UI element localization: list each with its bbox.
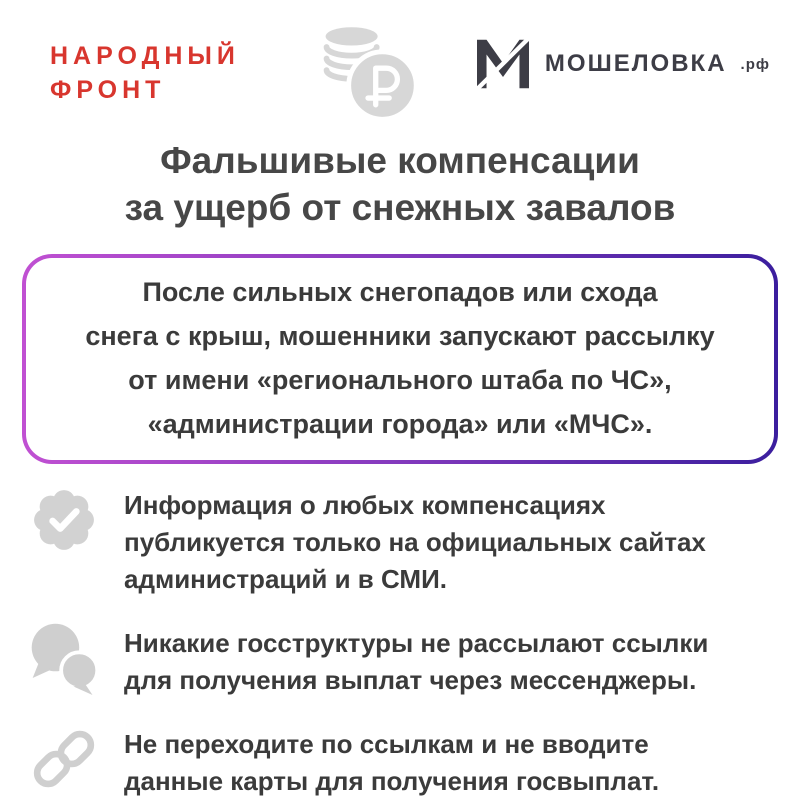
tip-text [124, 721, 659, 800]
tip-text [124, 620, 708, 699]
tip-line: для получения выплат через мессенджеры. [124, 664, 697, 695]
header [0, 0, 800, 124]
moshelovka-logo [463, 20, 770, 90]
warning-box-text [26, 258, 774, 460]
tip-line: данные карты для получения госвыплат. [124, 765, 660, 796]
moshelovka-wordmark: МОШЕЛОВКА [544, 50, 727, 77]
page-title-line2: за ущерб от снежных завалов [124, 186, 676, 228]
warning-line: снега с крыш, мошенники запускают рассылку [85, 320, 715, 351]
tip-text [124, 482, 706, 598]
narodny-front-line1: НАРОДНЫЙ [50, 42, 240, 70]
warning-line: от имени «регионального штаба по ЧС», [128, 364, 672, 395]
ruble-coins-icon [315, 20, 421, 126]
chat-bubbles-icon [26, 620, 102, 696]
page-title-line1: Фальшивые компенсации [160, 140, 640, 181]
page-title [0, 138, 800, 232]
tip-no-links-from-gov [26, 620, 774, 699]
badge-check-icon [26, 482, 102, 558]
link-icon [26, 721, 102, 797]
moshelovka-m-icon [475, 38, 531, 90]
tip-no-card-data [26, 721, 774, 800]
tip-line: публикуется только на официальных сайтах [124, 526, 706, 557]
warning-line: «администрации города» или «МЧС». [147, 408, 653, 439]
narodny-front-logo [50, 20, 357, 108]
warning-line: После сильных снегопадов или схода [142, 276, 658, 307]
tip-line: Информация о любых компенсациях [124, 489, 606, 520]
tip-official-sources [26, 482, 774, 598]
narodny-front-line2: ФРОНТ [50, 75, 166, 104]
tip-line: администраций и в СМИ. [124, 563, 447, 594]
moshelovka-tld: .рф [740, 55, 770, 73]
tip-line: Никакие госструктуры не рассылают ссылки [124, 627, 709, 658]
tips-list [26, 482, 774, 800]
warning-box [22, 254, 778, 464]
tip-line: Не переходите по ссылкам и не вводите [124, 728, 649, 759]
